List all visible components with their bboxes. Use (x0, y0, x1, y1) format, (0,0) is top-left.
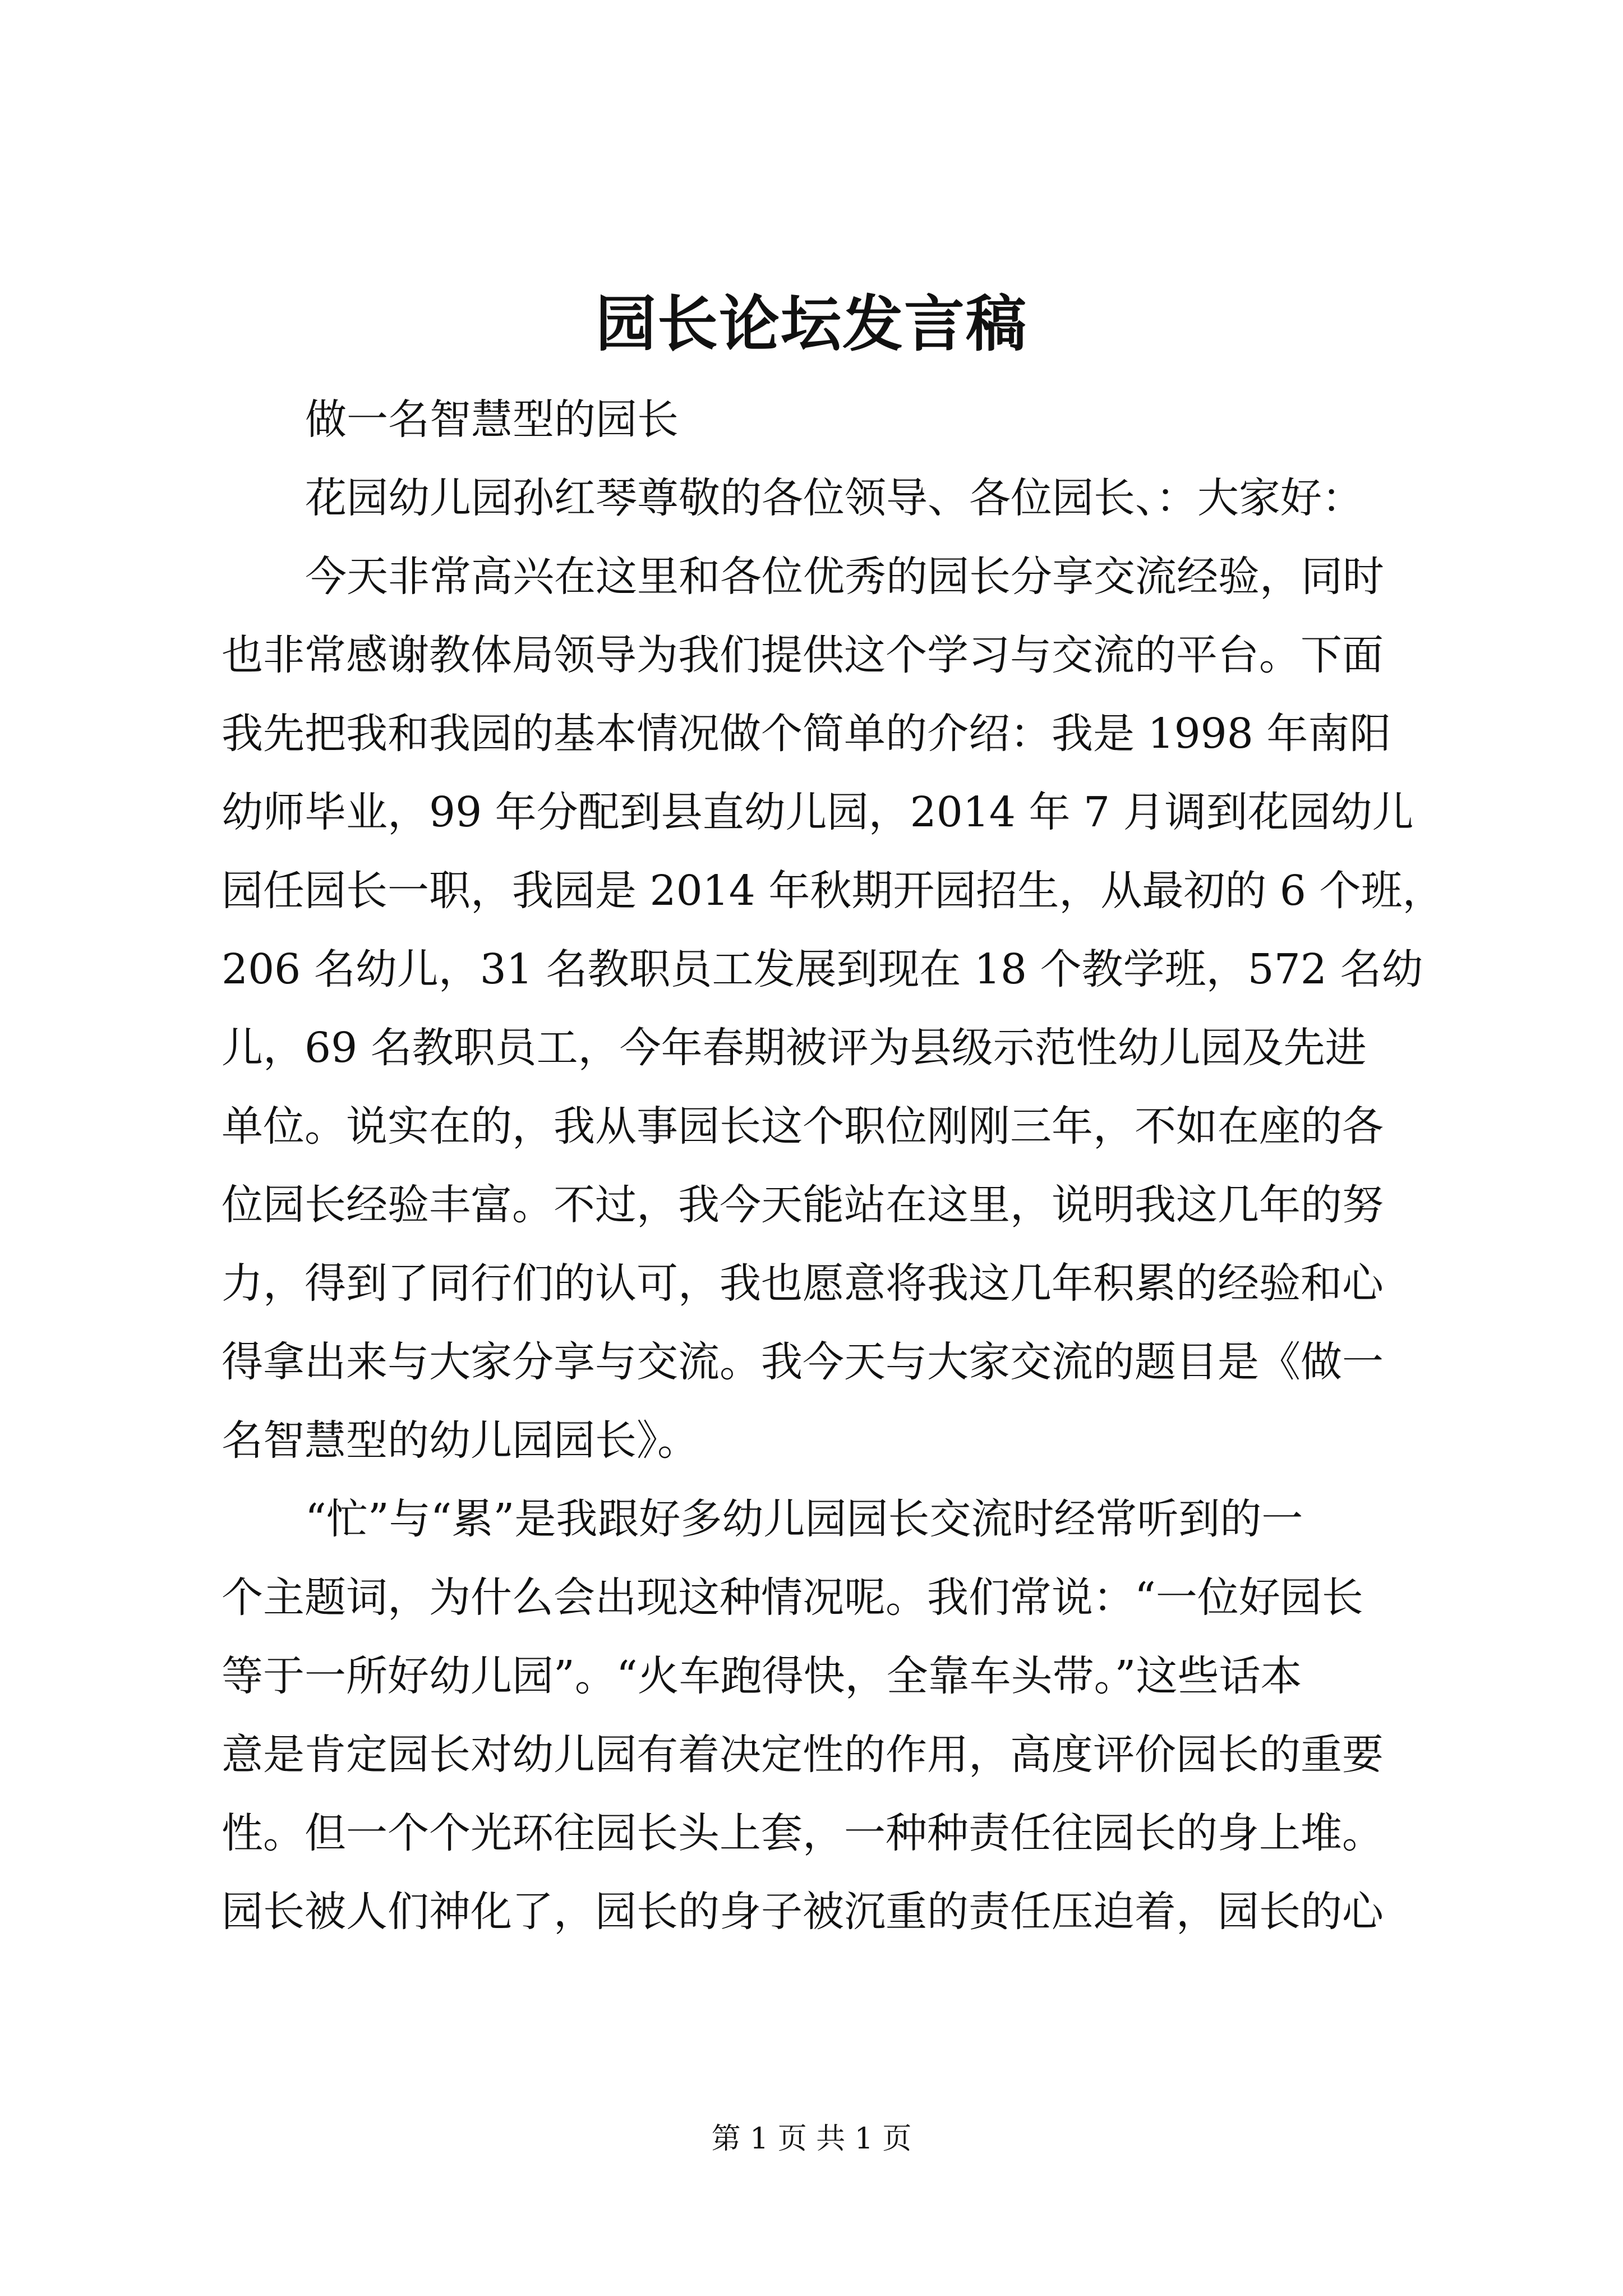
body-line: 我先把我和我园的基本情况做个简单的介绍：我是 1998 年南阳 (222, 710, 1391, 758)
body-line: 意是肯定园长对幼儿园有着决定性的作用，高度评价园长的重要 (222, 1731, 1384, 1779)
body-line: 位园长经验丰富。不过，我今天能站在这里，说明我这几年的努 (222, 1181, 1384, 1229)
body-line: 园长被人们神化了，园长的身子被沉重的责任压迫着，园长的心 (222, 1888, 1384, 1936)
body-line: 个主题词，为什么会出现这种情况呢。我们常说：“一位好园长 (222, 1573, 1363, 1622)
body-line: 性。但一个个光环往园长头上套，一种种责任往园长的身上堆。 (222, 1809, 1384, 1857)
body-line: 单位。说实在的，我从事园长这个职位刚刚三年，不如在座的各 (222, 1102, 1384, 1151)
greeting-line: 花园幼儿园孙红琴尊敬的各位领导、各位园长、：大家好： (305, 474, 1363, 522)
body-line: 等于一所好幼儿园”。“火车跑得快，全靠车头带。”这些话本 (222, 1652, 1302, 1700)
body-line: 园任园长一职，我园是 2014 年秋期开园招生，从最初的 6 个班， (222, 867, 1444, 915)
body-line: 儿，69 名教职员工，今年春期被评为县级示范性幼儿园及先进 (222, 1024, 1367, 1072)
body-line: 今天非常高兴在这里和各位优秀的园长分享交流经验，同时 (305, 553, 1384, 601)
body-line: 力，得到了同行们的认可，我也愿意将我这几年积累的经验和心 (222, 1259, 1384, 1308)
body-line: 206 名幼儿，31 名教职员工发展到现在 18 个教学班，572 名幼 (222, 945, 1423, 993)
body-line: 名智慧型的幼儿园园长》。 (222, 1416, 699, 1465)
body-line: 也非常感谢教体局领导为我们提供这个学习与交流的平台。下面 (222, 631, 1384, 679)
page-footer: 第 1 页 共 1 页 (711, 2122, 912, 2156)
subtitle-line: 做一名智慧型的园长 (305, 395, 679, 444)
body-line: 得拿出来与大家分享与交流。我今天与大家交流的题目是《做一 (222, 1338, 1384, 1386)
body-line: 幼师毕业，99 年分配到县直幼儿园，2014 年 7 月调到花园幼儿 (222, 788, 1414, 836)
body-line: “忙”与“累”是我跟好多幼儿园园长交流时经常听到的一 (305, 1495, 1303, 1543)
document-title: 园长论坛发言稿 (595, 289, 1027, 360)
